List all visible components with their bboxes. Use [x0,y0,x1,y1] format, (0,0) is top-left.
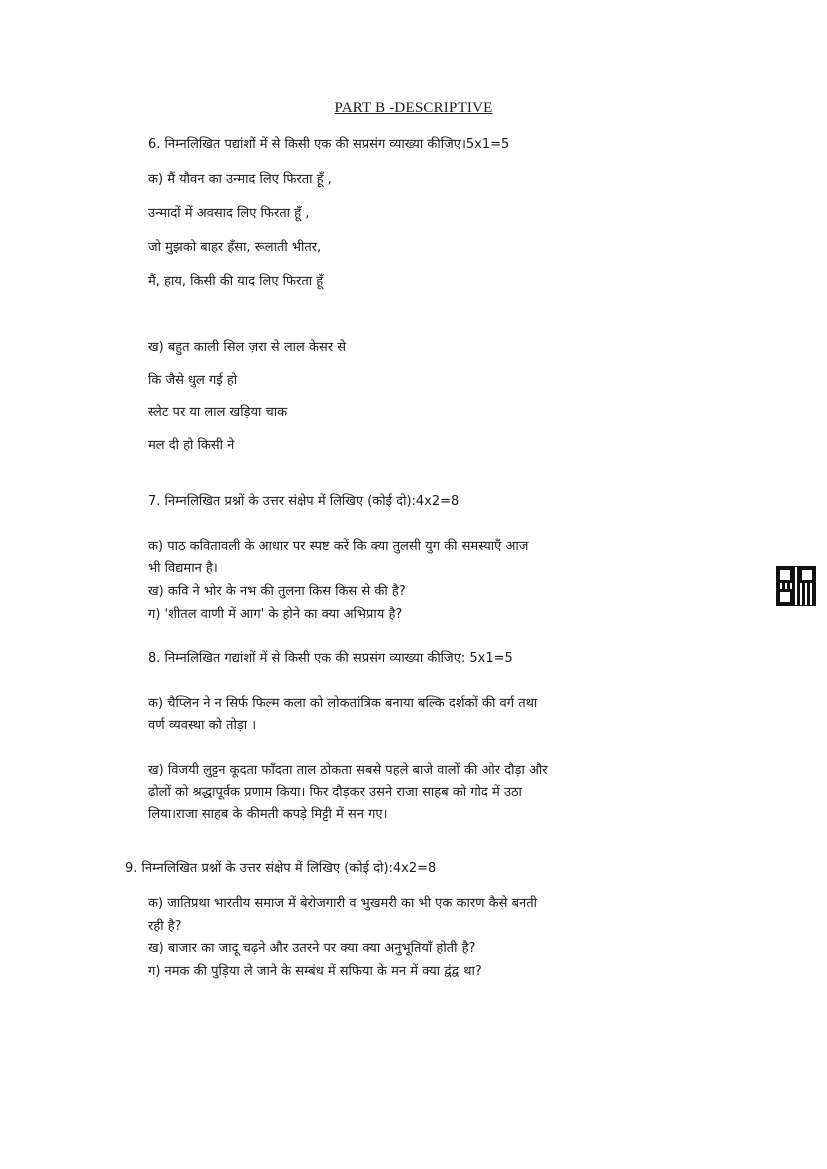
q9-a-line-1: क) जातिप्रथा भारतीय समाज में बेरोजगारी व भुखमरी का भी एक कारण कैसे बनती [148,896,537,911]
q9-a-line-2: रही है? [148,919,182,934]
q8-b-line-1: ख) विजयी लुट्टन कूदता फाँदता ताल ठोकता सबसे पहले बाजे वालों की ओर दौड़ा और [148,763,548,778]
q7-a-line-2: भी विद्यमान है। [148,561,218,576]
q6-a-line-4: मैं, हाय, किसी की याद लिए फिरता हूँ [148,274,324,289]
q7-b: ख) कवि ने भोर के नभ की तुलना किस किस से की है? [148,584,406,599]
qr-code-icon [776,566,816,606]
q8-b-line-3: लिया।राजा साहब के कीमती कपड़े मिट्टी में सन गए। [148,807,388,822]
question-6-title: 6. निम्नलिखित पद्यांशों में से किसी एक की सप्रसंग व्याख्या कीजिए।5x1=5 [148,137,510,152]
q6-a-line-3: जो मुझको बाहर हँसा, रूलाती भीतर, [148,240,322,255]
section-heading: PART B -DESCRIPTIVE [334,100,493,116]
q8-b-line-2: ढोलों को श्रद्धापूर्वक प्रणाम किया। फिर दौड़कर उसने राजा साहब को गोद में उठा [148,785,522,800]
q6-b-line-1: ख) बहुत काली सिल ज़रा से लाल केसर से [148,340,346,355]
question-8-title: 8. निम्नलिखित गद्यांशों में से किसी एक की सप्रसंग व्याख्या कीजिए: 5x1=5 [148,651,513,666]
q9-b: ख) बाजार का जादू चढ़ने और उतरने पर क्या क्या अनुभूतियाँ होती है? [148,941,476,956]
question-7-title: 7. निम्नलिखित प्रश्नों के उत्तर संक्षेप में लिखिए (कोई दो):4x2=8 [148,494,460,509]
q8-a-line-1: क) चैप्लिन ने न सिर्फ फिल्म कला को लोकतांत्रिक बनाया बल्कि दर्शकों की वर्ग तथा [148,696,538,711]
q9-c: ग) नमक की पुड़िया ले जाने के सम्बंध में सफिया के मन में क्या द्वंद्व था? [148,964,482,979]
q6-a-line-2: उन्मादों में अवसाद लिए फिरता हूँ , [148,206,310,221]
q8-a-line-2: वर्ण व्यवस्था को तोड़ा । [148,718,257,733]
q6-b-line-2: कि जैसे धुल गई हो [148,373,238,388]
q7-a-line-1: क) पाठ कवितावली के आधार पर स्पष्ट करें कि क्या तुलसी युग की समस्याएँ आज [148,539,529,554]
q6-a-line-1: क) मैं यौवन का उन्माद लिए फिरता हूँ , [148,172,332,187]
q7-c: ग) 'शीतल वाणी में आग' के होने का क्या अभिप्राय है? [148,607,403,622]
q6-b-line-4: मल दी हो किसी ने [148,438,235,453]
question-9-title: 9. निम्नलिखित प्रश्नों के उत्तर संक्षेप में लिखिए (कोई दो):4x2=8 [125,861,437,876]
q6-b-line-3: स्लेट पर या लाल खड़िया चाक [148,405,288,420]
